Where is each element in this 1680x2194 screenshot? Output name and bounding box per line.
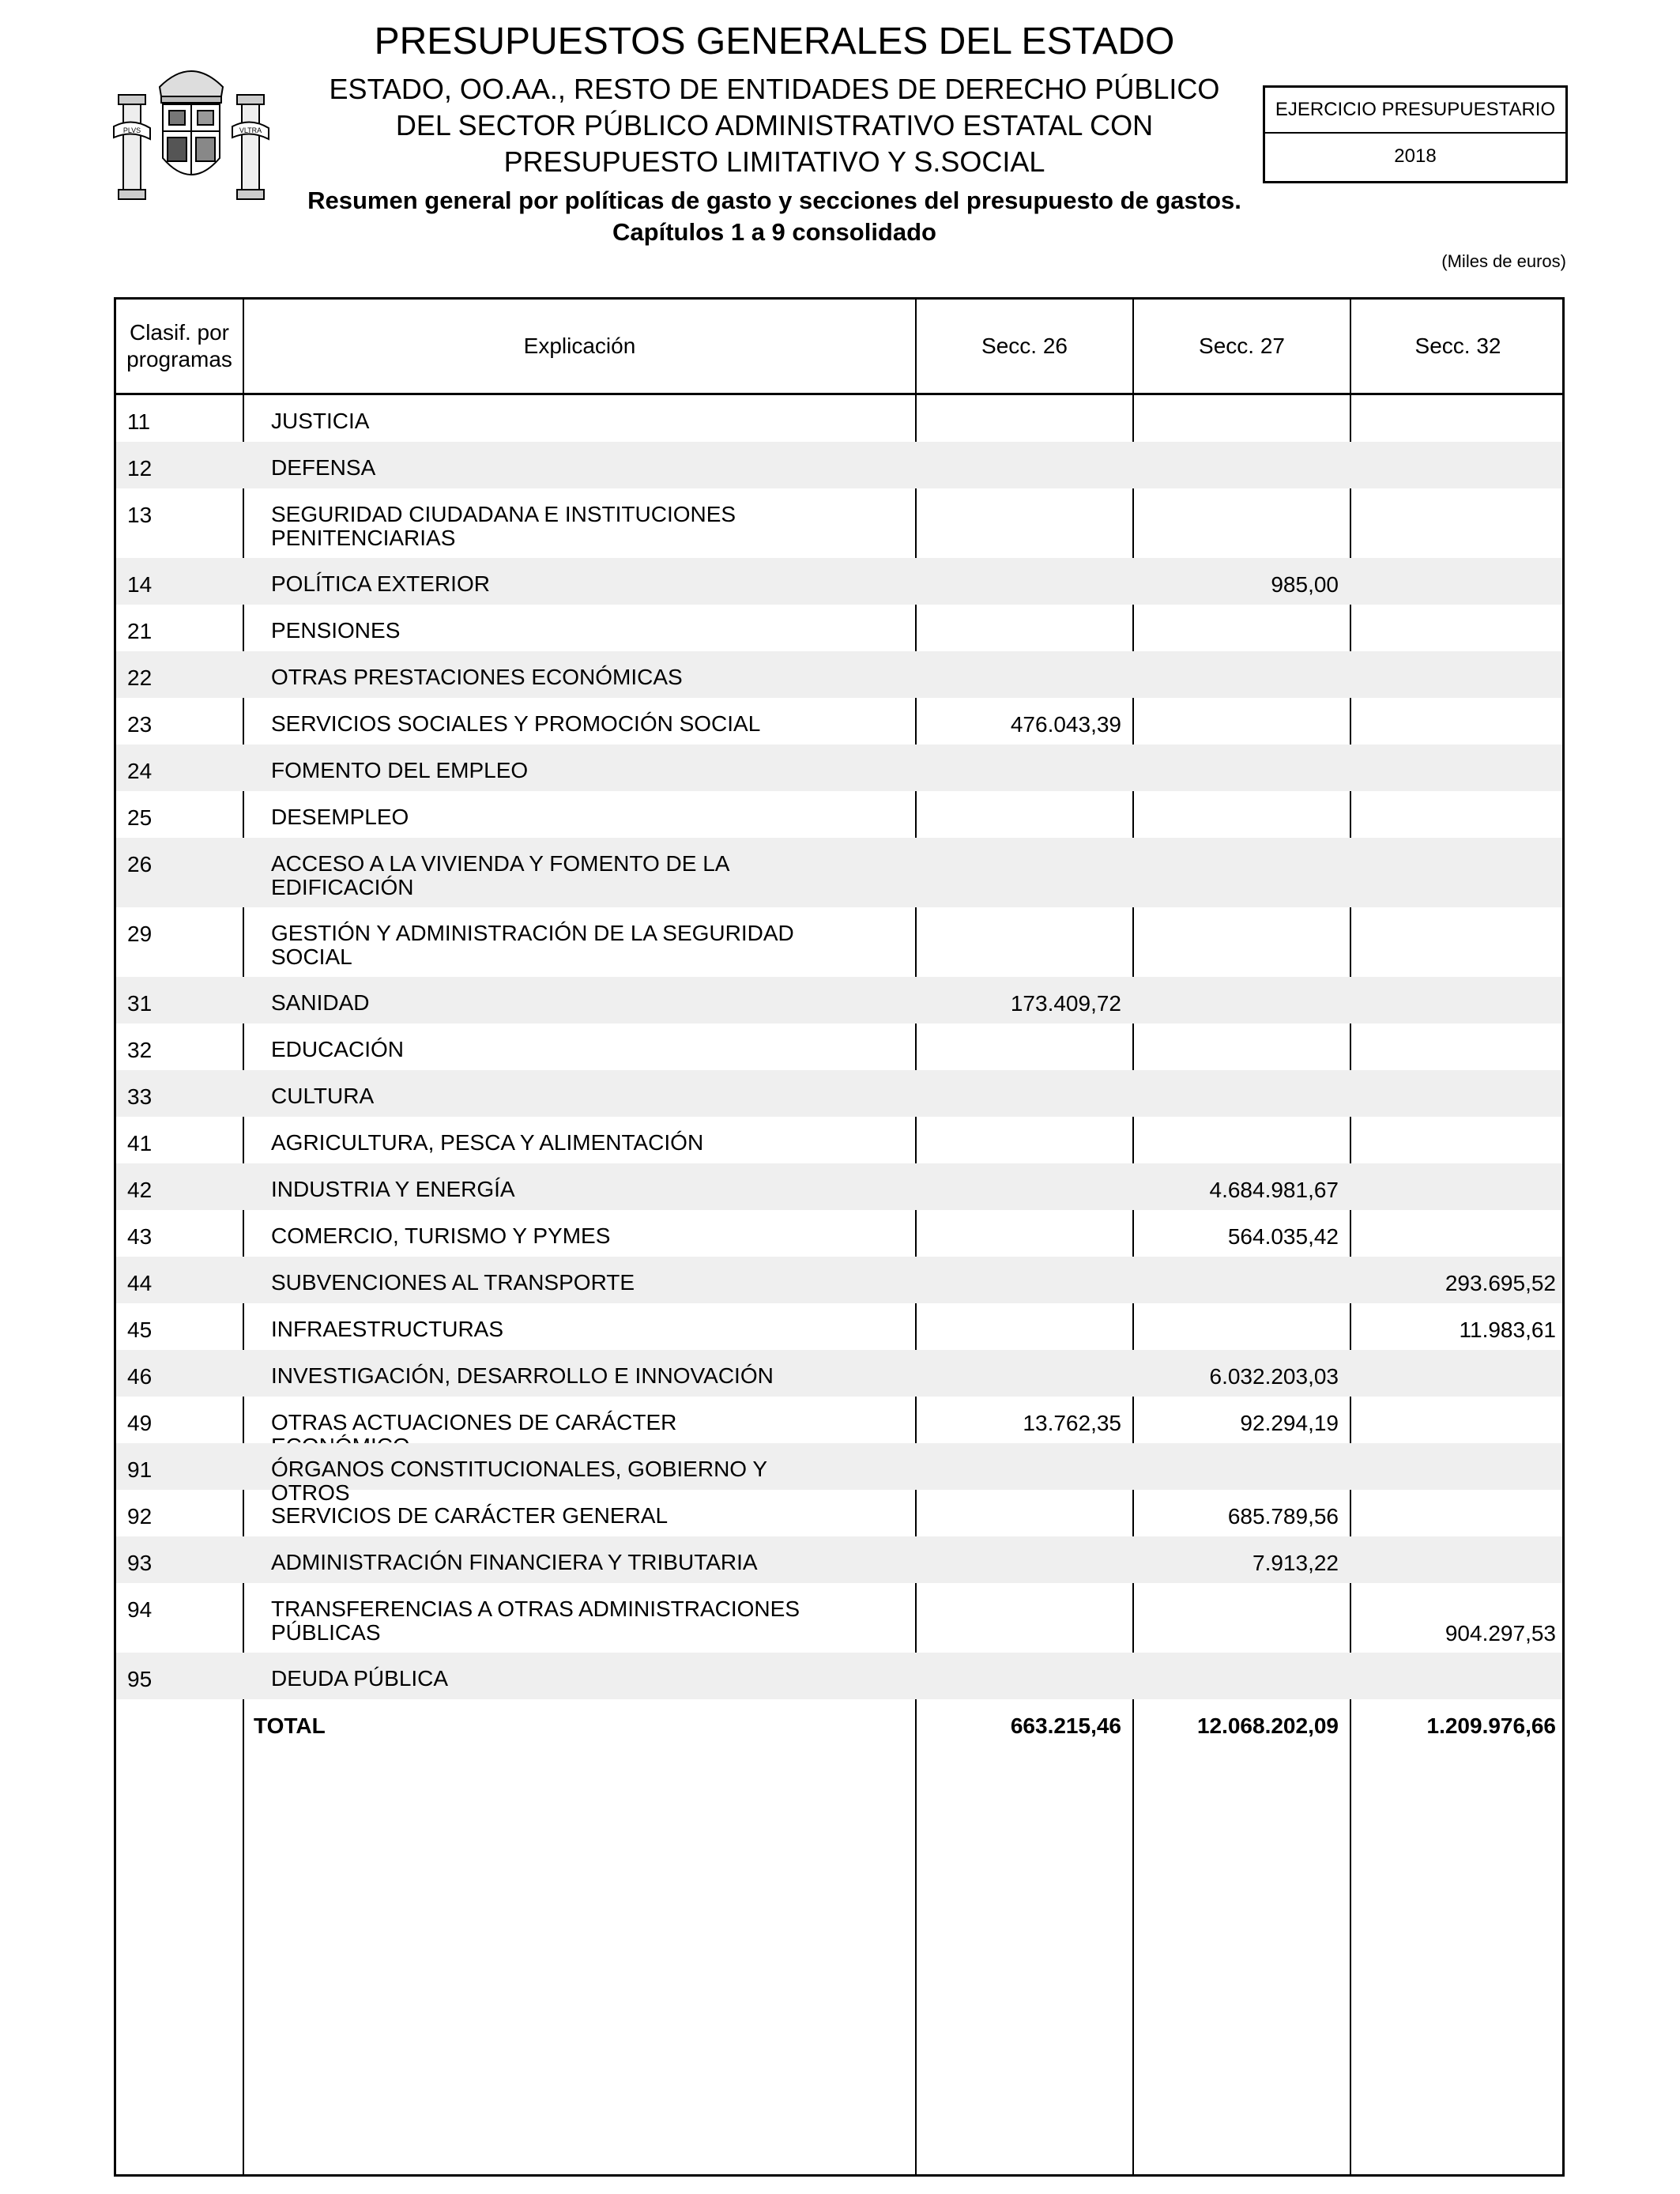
row-code: 29 xyxy=(127,922,153,946)
row-explanation: SEGURIDAD CIUDADANA E INSTITUCIONES PENITENCIARIAS xyxy=(271,502,736,550)
row-code: 41 xyxy=(127,1131,153,1155)
table-row xyxy=(116,698,1562,745)
row-explanation: CULTURA xyxy=(271,1084,375,1108)
row-explanation: POLÍTICA EXTERIOR xyxy=(271,571,490,596)
row-code: 94 xyxy=(127,1597,153,1622)
column-header-secc-26: Secc. 26 xyxy=(981,334,1068,358)
row-explanation: INDUSTRIA Y ENERGÍA xyxy=(271,1177,515,1201)
table-row xyxy=(116,558,1562,605)
total-value-s27: 12.068.202,09 xyxy=(1196,1713,1339,1738)
table-row xyxy=(116,651,1562,698)
table-row xyxy=(116,838,1562,907)
row-code: 22 xyxy=(127,665,153,690)
column-header-code: Clasif. por programas xyxy=(126,320,232,371)
row-code: 26 xyxy=(127,852,153,876)
table-row xyxy=(116,907,1562,977)
table-row xyxy=(116,605,1562,651)
table-row xyxy=(116,1350,1562,1397)
table-row xyxy=(116,977,1562,1023)
table-header xyxy=(116,300,1562,395)
row-code: 91 xyxy=(127,1457,153,1482)
row-explanation: AGRICULTURA, PESCA Y ALIMENTACIÓN xyxy=(271,1130,704,1155)
total-value-s26: 663.215,46 xyxy=(1010,1713,1121,1738)
summary-line: Capítulos 1 a 9 consolidado xyxy=(612,218,936,246)
row-value-s26: 13.762,35 xyxy=(1023,1411,1121,1435)
row-value-s27: 685.789,56 xyxy=(1227,1504,1339,1529)
table-row xyxy=(116,1117,1562,1163)
budget-table xyxy=(114,297,1565,2177)
row-value-s27: 92.294,19 xyxy=(1240,1411,1339,1435)
row-code: 44 xyxy=(127,1271,153,1295)
row-explanation: OTRAS ACTUACIONES DE CARÁCTER xyxy=(271,1410,677,1434)
summary-line: Resumen general por políticas de gasto y secciones del presupuesto de gastos. xyxy=(307,187,1241,214)
row-code: 25 xyxy=(127,805,153,830)
row-code: 13 xyxy=(127,503,153,527)
row-explanation: OTRAS PRESTACIONES ECONÓMICAS xyxy=(271,665,683,689)
table-row xyxy=(116,1023,1562,1070)
total-label: TOTAL xyxy=(254,1713,326,1738)
row-explanation: SUBVENCIONES AL TRANSPORTE xyxy=(271,1270,635,1295)
row-explanation: GESTIÓN Y ADMINISTRACIÓN DE LA SEGURIDAD SOCIAL xyxy=(271,921,794,969)
coat-of-arms-icon xyxy=(112,55,270,213)
row-code: 12 xyxy=(127,456,153,481)
row-explanation: COMERCIO, TURISMO Y PYMES xyxy=(271,1223,611,1248)
row-code: 95 xyxy=(127,1667,153,1691)
row-code: 49 xyxy=(127,1411,153,1435)
row-explanation: ACCESO A LA VIVIENDA Y FOMENTO DE LA EDIFICACIÓN xyxy=(271,851,729,899)
total-row xyxy=(116,1699,1562,1747)
table-row xyxy=(116,1397,1562,1443)
table-row xyxy=(116,791,1562,838)
row-explanation: FOMENTO DEL EMPLEO xyxy=(271,758,529,782)
table-row xyxy=(116,1583,1562,1653)
row-code: 46 xyxy=(127,1364,153,1389)
row-code: 32 xyxy=(127,1038,153,1062)
row-code: 31 xyxy=(127,991,153,1016)
row-explanation: SERVICIOS DE CARÁCTER GENERAL xyxy=(271,1503,669,1528)
row-explanation: INFRAESTRUCTURAS xyxy=(271,1317,504,1341)
row-explanation: ÓRGANOS CONSTITUCIONALES, GOBIERNO Y OTROS xyxy=(271,1457,767,1505)
row-explanation: DEFENSA xyxy=(271,455,376,480)
row-value-s32: 293.695,52 xyxy=(1445,1271,1556,1295)
row-value-s27: 564.035,42 xyxy=(1227,1224,1339,1249)
row-explanation: TRANSFERENCIAS A OTRAS ADMINISTRACIONES PÚBLICAS xyxy=(271,1596,800,1645)
row-code: 33 xyxy=(127,1084,153,1109)
table-row xyxy=(116,488,1562,558)
units-note: (Miles de euros) xyxy=(1441,251,1566,271)
row-value-s27: 7.913,22 xyxy=(1252,1551,1339,1575)
document-title: PRESUPUESTOS GENERALES DEL ESTADO xyxy=(374,21,1175,62)
crest-motto-right: VLTRA xyxy=(239,126,262,134)
row-explanation: EDUCACIÓN xyxy=(271,1037,405,1061)
subtitle-line: DEL SECTOR PÚBLICO ADMINISTRATIVO ESTATAL CON xyxy=(395,109,1154,141)
row-explanation: DESEMPLEO xyxy=(271,805,409,829)
row-explanation: JUSTICIA xyxy=(271,409,370,433)
row-value-s27: 985,00 xyxy=(1271,572,1339,597)
column-header-secc-27: Secc. 27 xyxy=(1199,334,1285,358)
row-code: 43 xyxy=(127,1224,153,1249)
row-explanation: SANIDAD xyxy=(271,990,370,1015)
row-code: 11 xyxy=(127,409,151,434)
crest-motto-left: PLVS xyxy=(122,126,141,134)
table-row xyxy=(116,1163,1562,1210)
column-header-secc-32: Secc. 32 xyxy=(1414,334,1501,358)
subtitle-line: ESTADO, OO.AA., RESTO DE ENTIDADES DE DERECHO PÚBLICO xyxy=(329,73,1220,105)
subtitle-line: PRESUPUESTO LIMITATIVO Y S.SOCIAL xyxy=(503,145,1045,178)
row-explanation: INVESTIGACIÓN, DESARROLLO E INNOVACIÓN xyxy=(271,1363,774,1388)
table-row xyxy=(116,1257,1562,1303)
total-value-s32: 1.209.976,66 xyxy=(1426,1713,1556,1738)
row-code: 92 xyxy=(127,1504,153,1529)
table-row xyxy=(116,1443,1562,1505)
row-code: 23 xyxy=(127,712,153,737)
row-explanation: SERVICIOS SOCIALES Y PROMOCIÓN SOCIAL xyxy=(271,711,761,736)
document-summary xyxy=(269,185,1280,248)
row-code: 93 xyxy=(127,1551,153,1575)
row-explanation: ADMINISTRACIÓN FINANCIERA Y TRIBUTARIA xyxy=(271,1550,758,1574)
row-value-s27: 4.684.981,67 xyxy=(1209,1178,1339,1202)
column-header-explanation: Explicación xyxy=(523,334,636,358)
table-row xyxy=(116,1070,1562,1117)
table-row xyxy=(116,395,1562,442)
table-row xyxy=(116,1490,1562,1536)
row-value-s32: 904.297,53 xyxy=(1445,1621,1556,1646)
row-value-s32: 11.983,61 xyxy=(1459,1318,1556,1342)
row-explanation: PENSIONES xyxy=(271,618,401,643)
table-row xyxy=(116,1536,1562,1583)
row-value-s26: 476.043,39 xyxy=(1010,712,1121,737)
exercise-label: EJERCICIO PRESUPUESTARIO xyxy=(1265,88,1565,134)
table-row xyxy=(116,1210,1562,1257)
table-row xyxy=(116,745,1562,791)
row-code: 45 xyxy=(127,1318,153,1342)
row-code: 21 xyxy=(127,619,153,643)
row-code: 14 xyxy=(127,572,153,597)
row-explanation: DEUDA PÚBLICA xyxy=(271,1666,449,1691)
row-code: 24 xyxy=(127,759,153,783)
row-value-s26: 173.409,72 xyxy=(1010,991,1121,1016)
table-row xyxy=(116,442,1562,488)
table-row xyxy=(116,1303,1562,1350)
exercise-year: 2018 xyxy=(1394,145,1437,167)
exercise-box xyxy=(1263,85,1568,183)
row-code: 42 xyxy=(127,1178,153,1202)
document-subtitle xyxy=(284,71,1264,180)
row-value-s27: 6.032.203,03 xyxy=(1209,1364,1339,1389)
table-row xyxy=(116,1653,1562,1699)
